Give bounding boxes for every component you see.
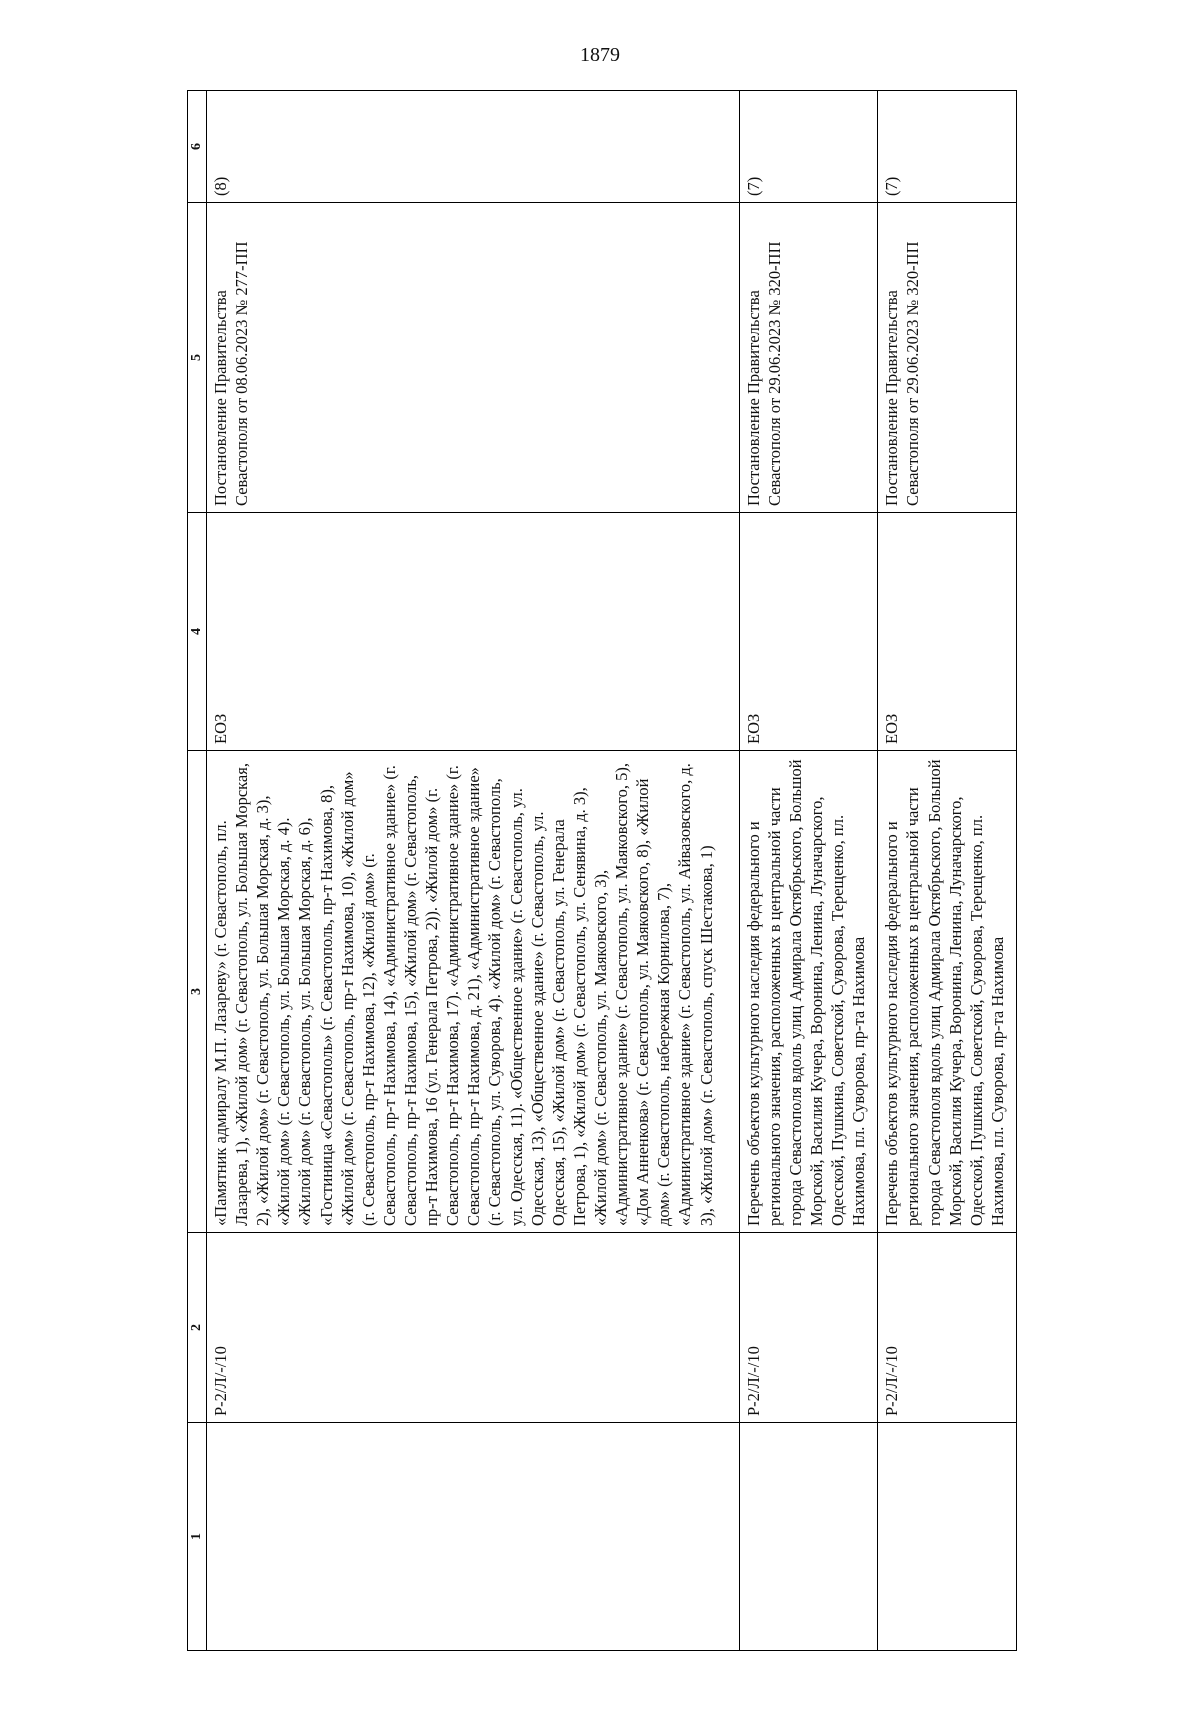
cell-code: Р-2/Л/-/10 [878, 1233, 1017, 1423]
cell-document: Постановление Правительства Севастополя от 29.06.2023 № 320-ПП [739, 203, 878, 513]
header-col-1: 1 [188, 1423, 207, 1651]
cell-zone: ЕОЗ [739, 513, 878, 751]
cell-objects: «Памятник адмиралу М.П. Лазареву» (г. Севастополь, пл. Лазарева, 1), «Жилой дом» (г. Севастополь, ул. Большая Морская, 2), «Жилой дом» (г. Севастополь, ул. Большая Морская, д. 3), «Жилой дом» (г. Севастополь, ул. Большая Морская, д. 4). «Жилой дом» (г. Севастополь, ул. Большая Морская, д. 6), «Гостиница «Севастополь» (г. Севастополь, пр-т Нахимова, 8), «Жилой дом» (г. Севастополь, пр-т Нахимова, 10), «Жилой дом» (г. Севастополь, пр-т Нахимова, 12), «Жилой дом» (г. Севастополь, пр-т Нахимова, 14), «Административное здание» (г. Севастополь, пр-т Нахимова, 15), «Жилой дом» (г. Севастополь, пр-т Нахимова, 16 (ул. Генерала Петрова, 2)). «Жилой дом» (г. Севастополь, пр-т Нахимова, 17). «Административное здание» (г. Севастополь, пр-т Нахимова, д. 21), «Административное здание» (г. Севастополь, ул. Суворова, 4). «Жилой дом» (г. Севастополь, ул. Одесская, 11). «Общественное здание» (г. Севастополь, ул. Одесская, 13), «Общественное здание» (г. Севастополь, ул. Одесская, 15), «Жилой дом» (г. Севастополь, ул. Генерала Петрова, 1), «Жилой дом» (г. Севастополь, ул. Сенявина, д. 3), «Жилой дом» (г. Севастополь, ул. Маяковского, 3), «Административное здание» (г. Севастополь, ул. Маяковского, 5), «Дом Анненкова» (г. Севастополь, ул. Маяковского, 8), «Жилой дом» (г. Севастополь, набережная Корнилова, 7), «Административное здание» (г. Севастополь, ул. Айвазовского, д. 3), «Жилой дом» (г. Севастополь, спуск Шестакова, 1) [207, 751, 740, 1233]
cell-code: Р-2/Л/-/10 [739, 1233, 878, 1423]
page-number: 1879 [580, 44, 620, 66]
table-row [878, 91, 1017, 1651]
cell-document: Постановление Правительства Севастополя от 29.06.2023 № 320-ПП [878, 203, 1017, 513]
cell-code: Р-2/Л/-/10 [207, 1233, 740, 1423]
rotated-table-container [187, 91, 1017, 1651]
table-row [207, 91, 740, 1651]
cell-col1 [878, 1423, 1017, 1651]
document-table [187, 90, 1017, 1651]
header-row [188, 91, 207, 1651]
header-col-2: 2 [188, 1233, 207, 1423]
cell-col1 [207, 1423, 740, 1651]
cell-objects: Перечень объектов культурного наследия федерального и регионального значения, расположенных в центральной части города Севастополя вдоль улиц Адмирала Октябрьского, Большой Морской, Василия Кучера, Воронина, Ленина, Луначарского, Одесской, Пушкина, Советской, Суворова, Терещенко, пл. Нахимова, пл. Суворова, пр-та Нахимова [739, 751, 878, 1233]
cell-ref: (8) [207, 91, 740, 203]
header-col-3: 3 [188, 751, 207, 1233]
cell-zone: ЕОЗ [878, 513, 1017, 751]
cell-ref: (7) [878, 91, 1017, 203]
cell-objects: Перечень объектов культурного наследия федерального и регионального значения, расположенных в центральной части города Севастополя вдоль улиц Адмирала Октябрьского, Большой Морской, Василия Кучера, Воронина, Ленина, Луначарского, Одесской, Пушкина, Советской, Суворова, Терещенко, пл. Нахимова, пл. Суворова, пр-та Нахимова [878, 751, 1017, 1233]
header-col-5: 5 [188, 203, 207, 513]
cell-zone: ЕОЗ [207, 513, 740, 751]
table-row [739, 91, 878, 1651]
cell-ref: (7) [739, 91, 878, 203]
cell-document: Постановление Правительства Севастополя от 08.06.2023 № 277-ПП [207, 203, 740, 513]
header-col-4: 4 [188, 513, 207, 751]
header-col-6: 6 [188, 91, 207, 203]
cell-col1 [739, 1423, 878, 1651]
